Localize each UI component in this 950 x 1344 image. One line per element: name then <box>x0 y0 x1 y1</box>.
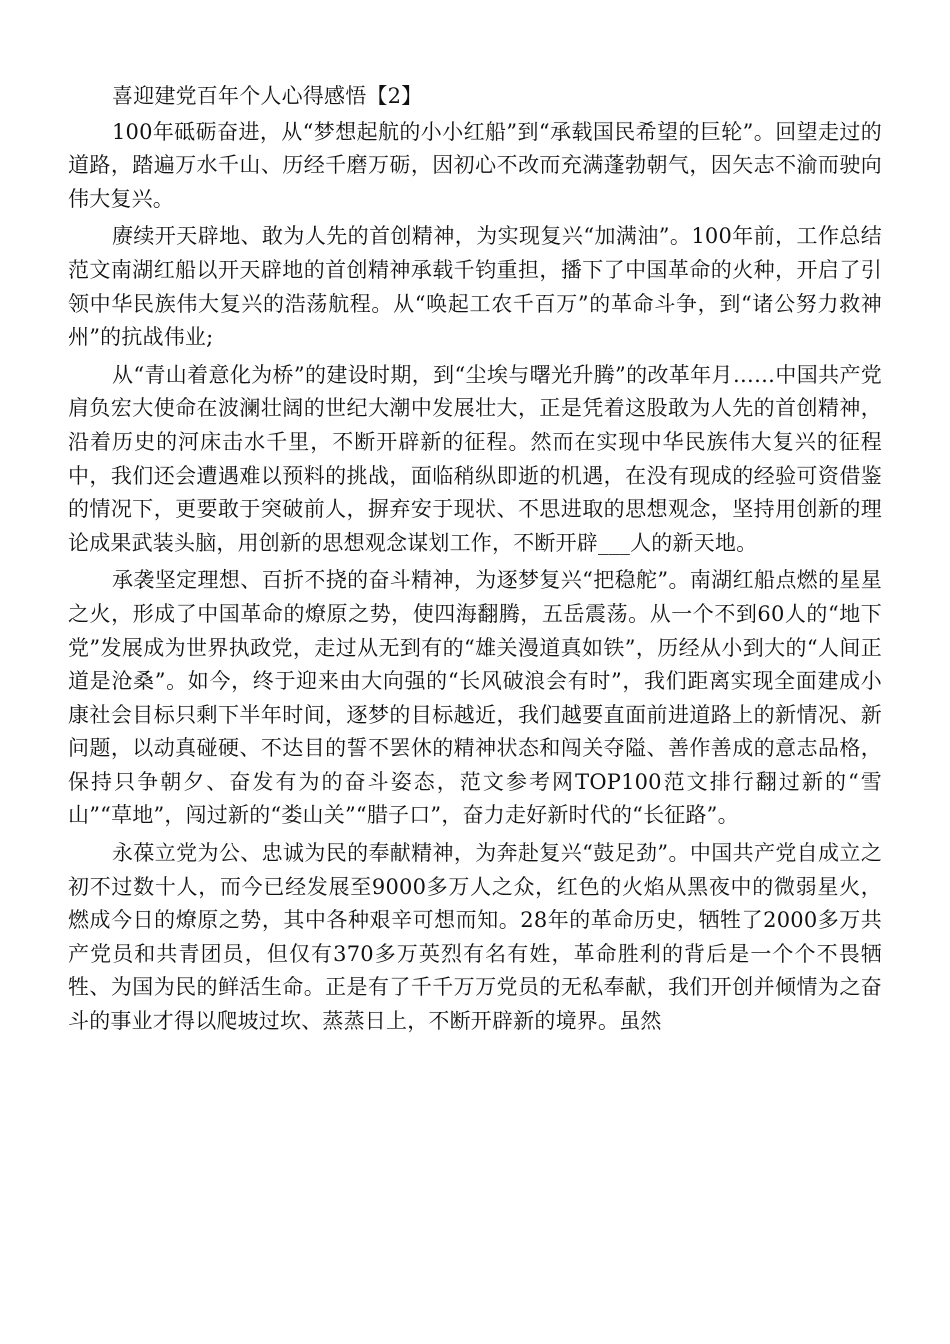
paragraph-4: 承袭坚定理想、百折不挠的奋斗精神，为逐梦复兴“把稳舵”。南湖红船点燃的星星之火，形成了中国革命的燎原之势，使四海翻腾，五岳震荡。从一个不到60人的“地下党”发展成为世界执政党，走过从无到有的“雄关漫道真如铁”，历经从小到大的“人间正道是沧桑”。如今，终于迎来由大向强的“长风破浪会有时”，我们距离实现全面建成小康社会目标只剩下半年时间，逐梦的目标越近，我们越要直面前进道路上的新情况、新问题，以动真碰硬、不达目的誓不罢休的精神状态和闯关夺隘、善作善成的意志品格，保持只争朝夕、奋发有为的奋斗姿态，范文参考网TOP100范文排行翻过新的“雪山”“草地”，闯过新的“娄山关”“腊子口”，奋力走好新时代的“长征路”。 <box>68 568 882 828</box>
document-title: 喜迎建党百年个人心得感悟【2】 <box>112 84 423 108</box>
paragraph-2: 赓续开天辟地、敢为人先的首创精神，为实现复兴“加满油”。100年前，工作总结范文南湖红船以开天辟地的首创精神承载千钧重担，播下了中国革命的火种，开启了引领中华民族伟大复兴的浩荡航程。从“唤起工农千百万”的革命斗争，到“诸公努力救神州”的抗战伟业; <box>68 224 882 350</box>
paragraph-5: 永葆立党为公、忠诚为民的奉献精神，为奔赴复兴“鼓足劲”。中国共产党自成立之初不过数十人，而今已经发展至9000多万人之众，红色的火焰从黑夜中的微弱星火，燃成今日的燎原之势，其中各种艰辛可想而知。28年的革命历史，牺牲了2000多万共产党员和共青团员，但仅有370多万英烈有名有姓，革命胜利的背后是一个个不畏牺牲、为国为民的鲜活生命。正是有了千千万万党员的无私奉献，我们开创并倾情为之奋斗的事业才得以爬坡过坎、蒸蒸日上，不断开辟新的境界。虽然 <box>68 841 882 1034</box>
paragraph-3: 从“青山着意化为桥”的建设时期，到“尘埃与曙光升腾”的改革年月……中国共产党肩负宏大使命在波澜壮阔的世纪大潮中发展壮大，正是凭着这股敢为人先的首创精神，沿着历史的河床击水千里，不断开辟新的征程。然而在实现中华民族伟大复兴的征程中，我们还会遭遇难以预料的挑战，面临稍纵即逝的机遇，在没有现成的经验可资借鉴的情况下，更要敢于突破前人，摒弃安于现状、不思进取的思想观念，坚持用创新的理论成果武装头脑，用创新的思想观念谋划工作，不断开辟___人的新天地。 <box>68 362 882 555</box>
document-page <box>68 80 882 1043</box>
paragraph-1: 100年砥砺奋进，从“梦想起航的小小红船”到“承载国民希望的巨轮”。回望走过的道路，踏遍万水千山、历经千磨万砺，因初心不改而充满蓬勃朝气，因矢志不渝而驶向伟大复兴。 <box>68 119 882 211</box>
